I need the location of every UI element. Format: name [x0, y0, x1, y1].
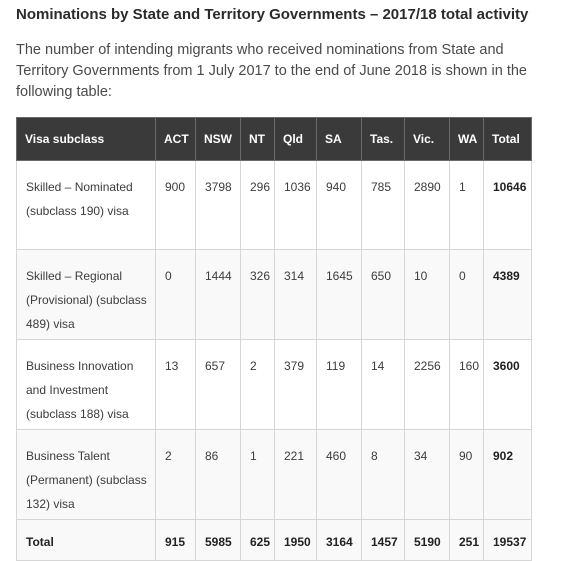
value-cell-total: 902	[484, 430, 532, 520]
value-cell-nsw: 3798	[196, 161, 241, 250]
value-cell-tas: 785	[362, 161, 405, 250]
visa-cell: Skilled – Nominated (subclass 190) visa	[17, 161, 156, 250]
intro-paragraph: The number of intending migrants who received nominations from State and Territory Governments from 1 July 2017 to the end of June 2018 is shown in the following table:	[16, 42, 527, 100]
table-row	[17, 250, 532, 340]
header-wa: WA	[450, 118, 484, 161]
value-cell-sa: 460	[317, 430, 362, 520]
table-row	[17, 430, 532, 520]
value-cell-sa: 119	[317, 340, 362, 430]
visa-cell: Skilled – Regional (Provisional) (subclass 489) visa	[17, 250, 156, 340]
value-cell-wa: 1	[450, 161, 484, 250]
value-cell-sa: 1645	[317, 250, 362, 340]
total-cell-qld: 1950	[275, 520, 317, 561]
header-vic: Vic.	[405, 118, 450, 161]
value-cell-act: 900	[156, 161, 196, 250]
header-total: Total	[484, 118, 532, 161]
value-cell-qld: 379	[275, 340, 317, 430]
header-nt: NT	[241, 118, 275, 161]
total-cell-tas: 1457	[362, 520, 405, 561]
value-cell-nt: 2	[241, 340, 275, 430]
value-cell-total: 10646	[484, 161, 532, 250]
header-qld: Qld	[275, 118, 317, 161]
table-row	[17, 340, 532, 430]
value-cell-sa: 940	[317, 161, 362, 250]
value-cell-qld: 314	[275, 250, 317, 340]
value-cell-tas: 14	[362, 340, 405, 430]
table-header-row	[17, 118, 532, 161]
value-cell-vic: 10	[405, 250, 450, 340]
nominations-table	[16, 117, 532, 561]
table-total-row	[17, 520, 532, 561]
value-cell-vic: 34	[405, 430, 450, 520]
table-row	[17, 161, 532, 250]
total-cell-nsw: 5985	[196, 520, 241, 561]
total-cell-act: 915	[156, 520, 196, 561]
value-cell-total: 3600	[484, 340, 532, 430]
header-tas: Tas.	[362, 118, 405, 161]
value-cell-vic: 2890	[405, 161, 450, 250]
total-cell-sa: 3164	[317, 520, 362, 561]
value-cell-act: 0	[156, 250, 196, 340]
value-cell-nsw: 1444	[196, 250, 241, 340]
page-heading: Nominations by State and Territory Governments – 2017/18 total activity	[16, 6, 529, 23]
value-cell-nsw: 657	[196, 340, 241, 430]
value-cell-total: 4389	[484, 250, 532, 340]
total-cell-wa: 251	[450, 520, 484, 561]
visa-cell: Business Innovation and Investment (subclass 188) visa	[17, 340, 156, 430]
header-sa: SA	[317, 118, 362, 161]
value-cell-vic: 2256	[405, 340, 450, 430]
value-cell-wa: 0	[450, 250, 484, 340]
value-cell-qld: 1036	[275, 161, 317, 250]
total-cell-total: 19537	[484, 520, 532, 561]
value-cell-nsw: 86	[196, 430, 241, 520]
value-cell-tas: 650	[362, 250, 405, 340]
total-cell-vic: 5190	[405, 520, 450, 561]
value-cell-nt: 296	[241, 161, 275, 250]
value-cell-wa: 90	[450, 430, 484, 520]
header-nsw: NSW	[196, 118, 241, 161]
value-cell-act: 13	[156, 340, 196, 430]
value-cell-qld: 221	[275, 430, 317, 520]
header-visa-subclass: Visa subclass	[17, 118, 156, 161]
value-cell-nt: 1	[241, 430, 275, 520]
value-cell-wa: 160	[450, 340, 484, 430]
value-cell-act: 2	[156, 430, 196, 520]
total-cell-nt: 625	[241, 520, 275, 561]
header-act: ACT	[156, 118, 196, 161]
visa-cell: Business Talent (Permanent) (subclass 132) visa	[17, 430, 156, 520]
value-cell-nt: 326	[241, 250, 275, 340]
total-label: Total	[17, 520, 156, 561]
value-cell-tas: 8	[362, 430, 405, 520]
